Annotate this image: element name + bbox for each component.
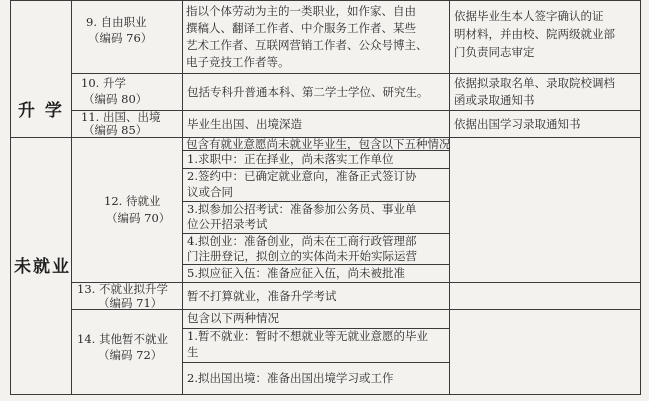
row-basis-line: 依据拟录取名单、录取院校调档 xyxy=(454,76,615,90)
row-code-label: 11. 出国、出境 xyxy=(81,110,161,124)
row-basis-line: 函或录取通知书 xyxy=(454,93,535,107)
row-item-line: 1.求职中：正在择业，尚未落实工作单位 xyxy=(187,152,394,166)
row-item-line: 2.拟出国出境：准备出国出境学习或工作 xyxy=(187,371,394,385)
row-code-number: （编码 76） xyxy=(88,31,153,45)
row-description-line: 指以个体劳动为主的一类职业，如作家、自由 xyxy=(186,4,416,18)
row-item-line: 位公开招录考试 xyxy=(187,217,268,231)
row-code-number: （编码 85） xyxy=(83,123,148,137)
row-item-line: 5.拟应征入伍：准备应征入伍，尚未被批准 xyxy=(187,266,405,280)
row-code-label: 10. 升学 xyxy=(81,76,126,90)
row-description-line: 毕业生出国、出境深造 xyxy=(187,117,302,131)
row-description-line: 撰稿人、翻译工作者、中介服务工作者、某些 xyxy=(186,21,416,35)
row-description-line: 暂不打算就业，准备升学考试 xyxy=(187,289,337,303)
row-description-line: 电子竞技工作者等。 xyxy=(186,55,290,69)
row-code-number: （编码 70） xyxy=(106,211,171,225)
category-weijiuye: 未就业 xyxy=(14,257,71,277)
row-code-number: （编码 80） xyxy=(83,92,148,106)
row-code-label: 12. 待就业 xyxy=(104,194,161,208)
row-basis-line: 依据毕业生本人签字确认的证 xyxy=(454,9,604,23)
row-header: 包含以下两种情况 xyxy=(187,311,279,325)
row-item-line: 2.签约中：已确定就业意向，准备正式签订协 xyxy=(187,169,417,183)
row-item-line: 3.拟参加公招考试：准备参加公务员、事业单 xyxy=(187,202,417,216)
row-code-label: 9. 自由职业 xyxy=(86,15,147,29)
row-item-line: 1.暂不就业：暂时不想就业等无就业意愿的毕业 xyxy=(187,329,428,343)
row-basis-line: 门负责同志审定 xyxy=(454,45,535,59)
row-header: 包含有就业意愿尚未就业毕业生，包含以下五种情况 xyxy=(186,137,451,151)
row-description-line: 艺术工作者、互联网营销工作者、公众号博主、 xyxy=(186,38,428,52)
row-item-line: 议或合同 xyxy=(187,185,233,199)
row-code-label: 13. 不就业拟升学 xyxy=(77,282,168,296)
row-item-line: 生 xyxy=(187,345,199,359)
row-basis-line: 依据出国学习录取通知书 xyxy=(454,117,581,131)
row-code-number: （编码 71） xyxy=(98,296,163,310)
row-item-line: 4.拟创业：准备创业，尚未在工商行政管理部 xyxy=(187,234,417,248)
row-item-line: 门注册登记，拟创立的实体尚未开始实际运营 xyxy=(187,249,417,263)
row-description-line: 包括专科升普通本科、第二学士学位、研究生。 xyxy=(187,85,429,99)
row-code-number: （编码 72） xyxy=(98,348,163,362)
row-basis-line: 明材料，并由校、院两级就业部 xyxy=(454,27,615,41)
category-shengxue: 升 学 xyxy=(18,101,64,121)
row-code-label: 14. 其他暂不就业 xyxy=(77,332,168,346)
